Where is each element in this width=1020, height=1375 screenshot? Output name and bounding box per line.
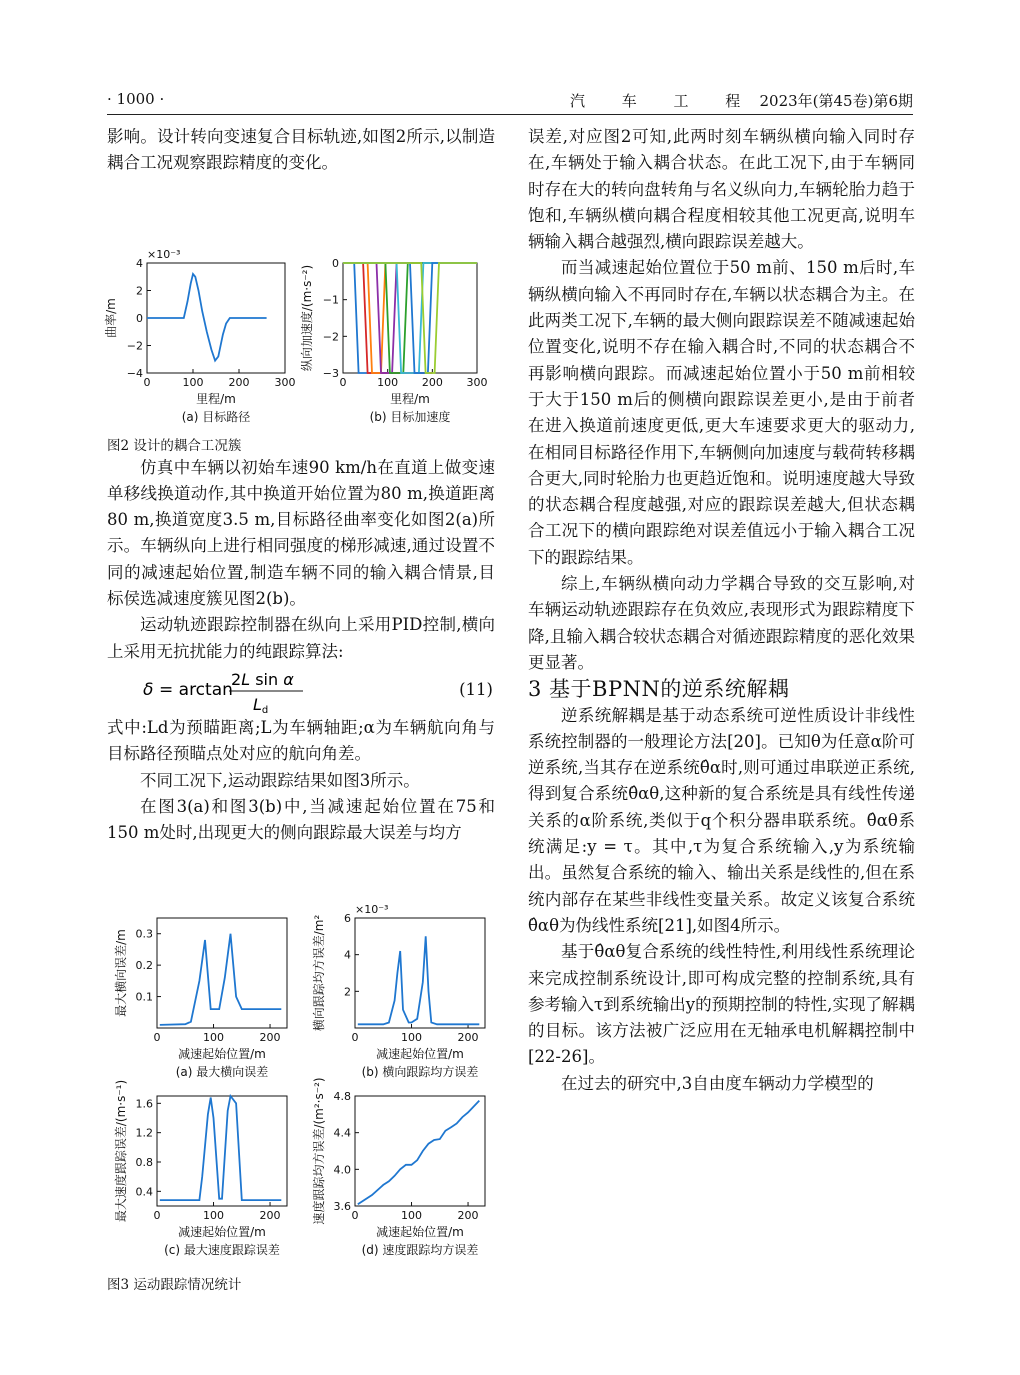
axis-multiplier: ×10⁻³ bbox=[147, 247, 181, 261]
y-tick-label: −3 bbox=[322, 366, 339, 380]
paragraph: 而当减速起始位置位于50 m前、150 m后时,车辆纵横向输入不再同时存在,车辆以状态耦合为主。在此两类工况下,车辆的最大侧向跟踪误差不随减速起始位置变化,说明不存在输入耦合时,不同的状态耦合不再影响横向跟踪。而减速起始位置小于50 m前相较于大于150 m后的侧横向跟踪误差更小,是由于前者在进入换道前速度更低,更大车速要求更大的驱动力,在相同目标路径作用下,车辆侧向加速度与载荷转移耦合更大,同时轮胎力也更趋近饱和。说明速度越大导致的状态耦合程度越强,对应的跟踪误差越大,但状态耦合工况下的横向跟踪绝对误差值远小于输入耦合工况下的跟踪结果。 bbox=[528, 258, 915, 567]
y-tick-label: 0.8 bbox=[135, 1156, 153, 1170]
plot-frame bbox=[157, 918, 287, 1028]
paragraph: 式中:Ld为预瞄距离;L为车辆轴距;α为车辆航向角与目标路径预瞄点处对应的航向角差。 bbox=[107, 717, 495, 764]
x-tick-label: 0 bbox=[351, 1209, 359, 1223]
paragraph: 影响。设计转向变速复合目标轨迹,如图2所示,以制造耦合工况观察跟踪精度的变化。 bbox=[107, 127, 495, 173]
x-tick-label: 200 bbox=[228, 375, 250, 389]
paragraph: 综上,车辆纵横向动力学耦合导致的交互影响,对车辆运动轨迹跟踪存在负效应,表现形式为跟踪精度下降,且输入耦合较状态耦合对循迹跟踪精度的恶化效果更显著。 bbox=[528, 574, 915, 672]
y-tick-label: 1.6 bbox=[135, 1097, 153, 1111]
y-tick-label: 4.4 bbox=[333, 1127, 351, 1141]
paragraph: 在图3(a)和图3(b)中,当减速起始位置在75和150 m处时,出现更大的侧向跟踪最大误差与均方 bbox=[107, 796, 495, 843]
x-tick-label: 0 bbox=[153, 1031, 161, 1045]
equation-formula bbox=[107, 665, 495, 715]
equation-11 bbox=[107, 665, 495, 715]
paragraph: 在过去的研究中,3自由度车辆动力学模型的 bbox=[561, 1073, 874, 1093]
x-axis-label: 里程/m bbox=[196, 391, 236, 406]
subcaption: (a) 目标路径 bbox=[181, 409, 251, 424]
chart-fig3a bbox=[113, 918, 287, 1079]
y-tick-label: 2 bbox=[136, 284, 143, 298]
issue-info: 2023年(第45卷)第6期 bbox=[759, 92, 913, 110]
paragraph: 运动轨迹跟踪控制器在纵向上采用PID控制,横向上采用无抗扰能力的纯跟踪算法: bbox=[107, 615, 495, 661]
y-tick-label: 1.2 bbox=[135, 1127, 153, 1141]
subcaption: (a) 最大横向误差 bbox=[175, 1065, 269, 1080]
y-tick-label: 4 bbox=[344, 949, 351, 963]
x-tick-label: 200 bbox=[421, 375, 443, 389]
x-tick-label: 0 bbox=[351, 1031, 359, 1045]
paragraph: 误差,对应图2可知,此两时刻车辆纵横向输入同时存在,车辆处于输入耦合状态。在此工况下,由于车辆同时存在大的转向盘转角与名义纵向力,车辆轮胎力趋于饱和,车辆纵横向耦合程度相较其他工况更高,说明车辆输入耦合越强烈,横向跟踪误差越大。 bbox=[528, 127, 915, 252]
axis-multiplier: ×10⁻³ bbox=[355, 903, 389, 917]
x-tick-label: 0 bbox=[339, 375, 347, 389]
y-tick-label: 3.6 bbox=[333, 1200, 351, 1214]
subcaption: (c) 最大速度跟踪误差 bbox=[164, 1243, 280, 1258]
paragraph: 不同工况下,运动跟踪结果如图3所示。 bbox=[140, 770, 420, 790]
x-axis-label: 减速起始位置/m bbox=[376, 1225, 464, 1240]
x-tick-label: 100 bbox=[401, 1031, 423, 1045]
y-axis-label: 横向跟踪均方误差/m² bbox=[312, 915, 326, 1032]
figure-3-charts bbox=[107, 868, 495, 1263]
y-tick-label: 4 bbox=[136, 256, 143, 270]
svg-text:= arctan: = arctan bbox=[159, 679, 233, 700]
svg-text:2L sin α: 2L sin α bbox=[231, 669, 294, 689]
subcaption: (b) 目标加速度 bbox=[369, 409, 451, 424]
svg-text:δ: δ bbox=[143, 679, 154, 700]
y-tick-label: −2 bbox=[126, 339, 143, 353]
y-tick-label: −4 bbox=[126, 366, 143, 380]
paragraph: 基于θ̂αθ复合系统的线性特性,利用线性系统理论来完成控制系统设计,即可构成完整的控制系统,具有参考输入τ到系统输出y的预期控制的特性,实现了解耦的目标。该方法被广泛应用在无轴承电机解耦控制中[22-26]。 bbox=[528, 942, 915, 1067]
series-line-1 bbox=[358, 937, 480, 1025]
y-tick-label: 6 bbox=[344, 912, 351, 926]
plot-frame bbox=[355, 1096, 485, 1206]
running-header bbox=[107, 88, 913, 115]
series-line-1 bbox=[147, 274, 267, 361]
left-column bbox=[104, 124, 495, 1293]
paragraph: 逆系统解耦是基于动态系统可逆性质设计非线性系统控制器的一般理论方法[20]。已知θ为任意α阶可逆系统,当其存在逆系统θ̂α时,则可通过串联逆正系统,得到复合系统θ̂αθ,这种新的复合系统是具有线性传递关系的α阶系统,类似于q个积分器串联系统。θ̂αθ系统满足:y = τ。其中,τ为复合系统输入,y为系统输出。虽然复合系统的输入、输出关系是线性的,但在系统内部存在某些非线性变量关系。故定义该复合系统θ̂αθ为伪线性系统[21],如图4所示。 bbox=[528, 705, 915, 935]
x-tick-label: 100 bbox=[182, 375, 204, 389]
x-tick-label: 100 bbox=[203, 1209, 225, 1223]
figure-3 bbox=[107, 868, 495, 1293]
svg-text:Ld: Ld bbox=[253, 694, 269, 716]
equation-number: (11) bbox=[459, 679, 493, 699]
y-axis-label: 最大横向误差/m bbox=[114, 929, 128, 1018]
y-tick-label: −2 bbox=[322, 329, 339, 343]
chart-fig3d bbox=[311, 1078, 485, 1258]
x-tick-label: 200 bbox=[457, 1209, 479, 1223]
x-tick-label: 300 bbox=[274, 375, 296, 389]
y-axis-label: 曲率/m bbox=[104, 297, 118, 338]
series-line-1 bbox=[160, 934, 281, 1025]
paragraph: 仿真中车辆以初始车速90 km/h在直道上做变速单移线换道动作,其中换道开始位置为80 m,换道距离80 m,换道宽度3.5 m,目标路径曲率变化如图2(a)所示。车辆纵向上进行相同强度的梯形减速,通过设置不同的减速起始位置,制造车辆不同的输入耦合情景,目标侯选减速度簇见图2(b)。 bbox=[107, 457, 495, 609]
figure-caption: 图2 设计的耦合工况簇 bbox=[107, 437, 242, 454]
x-tick-label: 200 bbox=[457, 1031, 479, 1045]
y-tick-label: 0 bbox=[332, 256, 339, 270]
chart-fig3c bbox=[113, 1080, 287, 1257]
journal-name: 汽 车 工 程 bbox=[570, 92, 757, 110]
subcaption: (d) 速度跟踪均方误差 bbox=[361, 1243, 479, 1258]
y-tick-label: 0.2 bbox=[135, 959, 153, 973]
x-tick-label: 300 bbox=[466, 375, 488, 389]
y-axis-label: 最大速度跟踪误差/(m·s⁻¹) bbox=[114, 1080, 128, 1223]
x-tick-label: 0 bbox=[143, 375, 151, 389]
x-tick-label: 100 bbox=[377, 375, 399, 389]
y-tick-label: 2 bbox=[344, 985, 351, 999]
y-tick-label: 0.4 bbox=[135, 1185, 153, 1199]
page-number: · 1000 · bbox=[107, 90, 165, 108]
chart-fig2b bbox=[299, 257, 488, 424]
chart-fig2a bbox=[103, 248, 296, 424]
y-tick-label: 4.0 bbox=[333, 1163, 351, 1177]
plot-frame bbox=[355, 918, 485, 1028]
x-axis-label: 里程/m bbox=[390, 391, 430, 406]
x-tick-label: 100 bbox=[203, 1031, 225, 1045]
right-column bbox=[528, 124, 915, 1097]
x-axis-label: 减速起始位置/m bbox=[376, 1047, 464, 1062]
series-line-1 bbox=[160, 1096, 281, 1200]
y-axis-label: 速度跟踪均方误差/(m²·s⁻²) bbox=[312, 1077, 326, 1226]
x-tick-label: 200 bbox=[259, 1209, 281, 1223]
subcaption: (b) 横向跟踪均方误差 bbox=[361, 1065, 479, 1080]
figure-caption: 图3 运动跟踪情况统计 bbox=[107, 1276, 242, 1293]
x-tick-label: 100 bbox=[401, 1209, 423, 1223]
figure-2 bbox=[104, 177, 495, 455]
y-tick-label: 0.3 bbox=[135, 928, 153, 942]
x-tick-label: 0 bbox=[153, 1209, 161, 1223]
series-line-1 bbox=[358, 1101, 480, 1205]
x-axis-label: 减速起始位置/m bbox=[178, 1047, 266, 1062]
section-heading: 3 基于BPNN的逆系统解耦 bbox=[528, 677, 790, 702]
y-tick-label: 0.1 bbox=[135, 991, 153, 1005]
y-tick-label: 0 bbox=[136, 311, 143, 325]
chart-fig3b bbox=[311, 903, 485, 1079]
x-tick-label: 200 bbox=[259, 1031, 281, 1045]
x-axis-label: 减速起始位置/m bbox=[178, 1225, 266, 1240]
figure-2-charts bbox=[104, 177, 495, 425]
y-tick-label: −1 bbox=[322, 293, 339, 307]
y-tick-label: 4.8 bbox=[333, 1090, 351, 1104]
y-axis-label: 纵向加速度/(m·s⁻²) bbox=[300, 264, 314, 371]
